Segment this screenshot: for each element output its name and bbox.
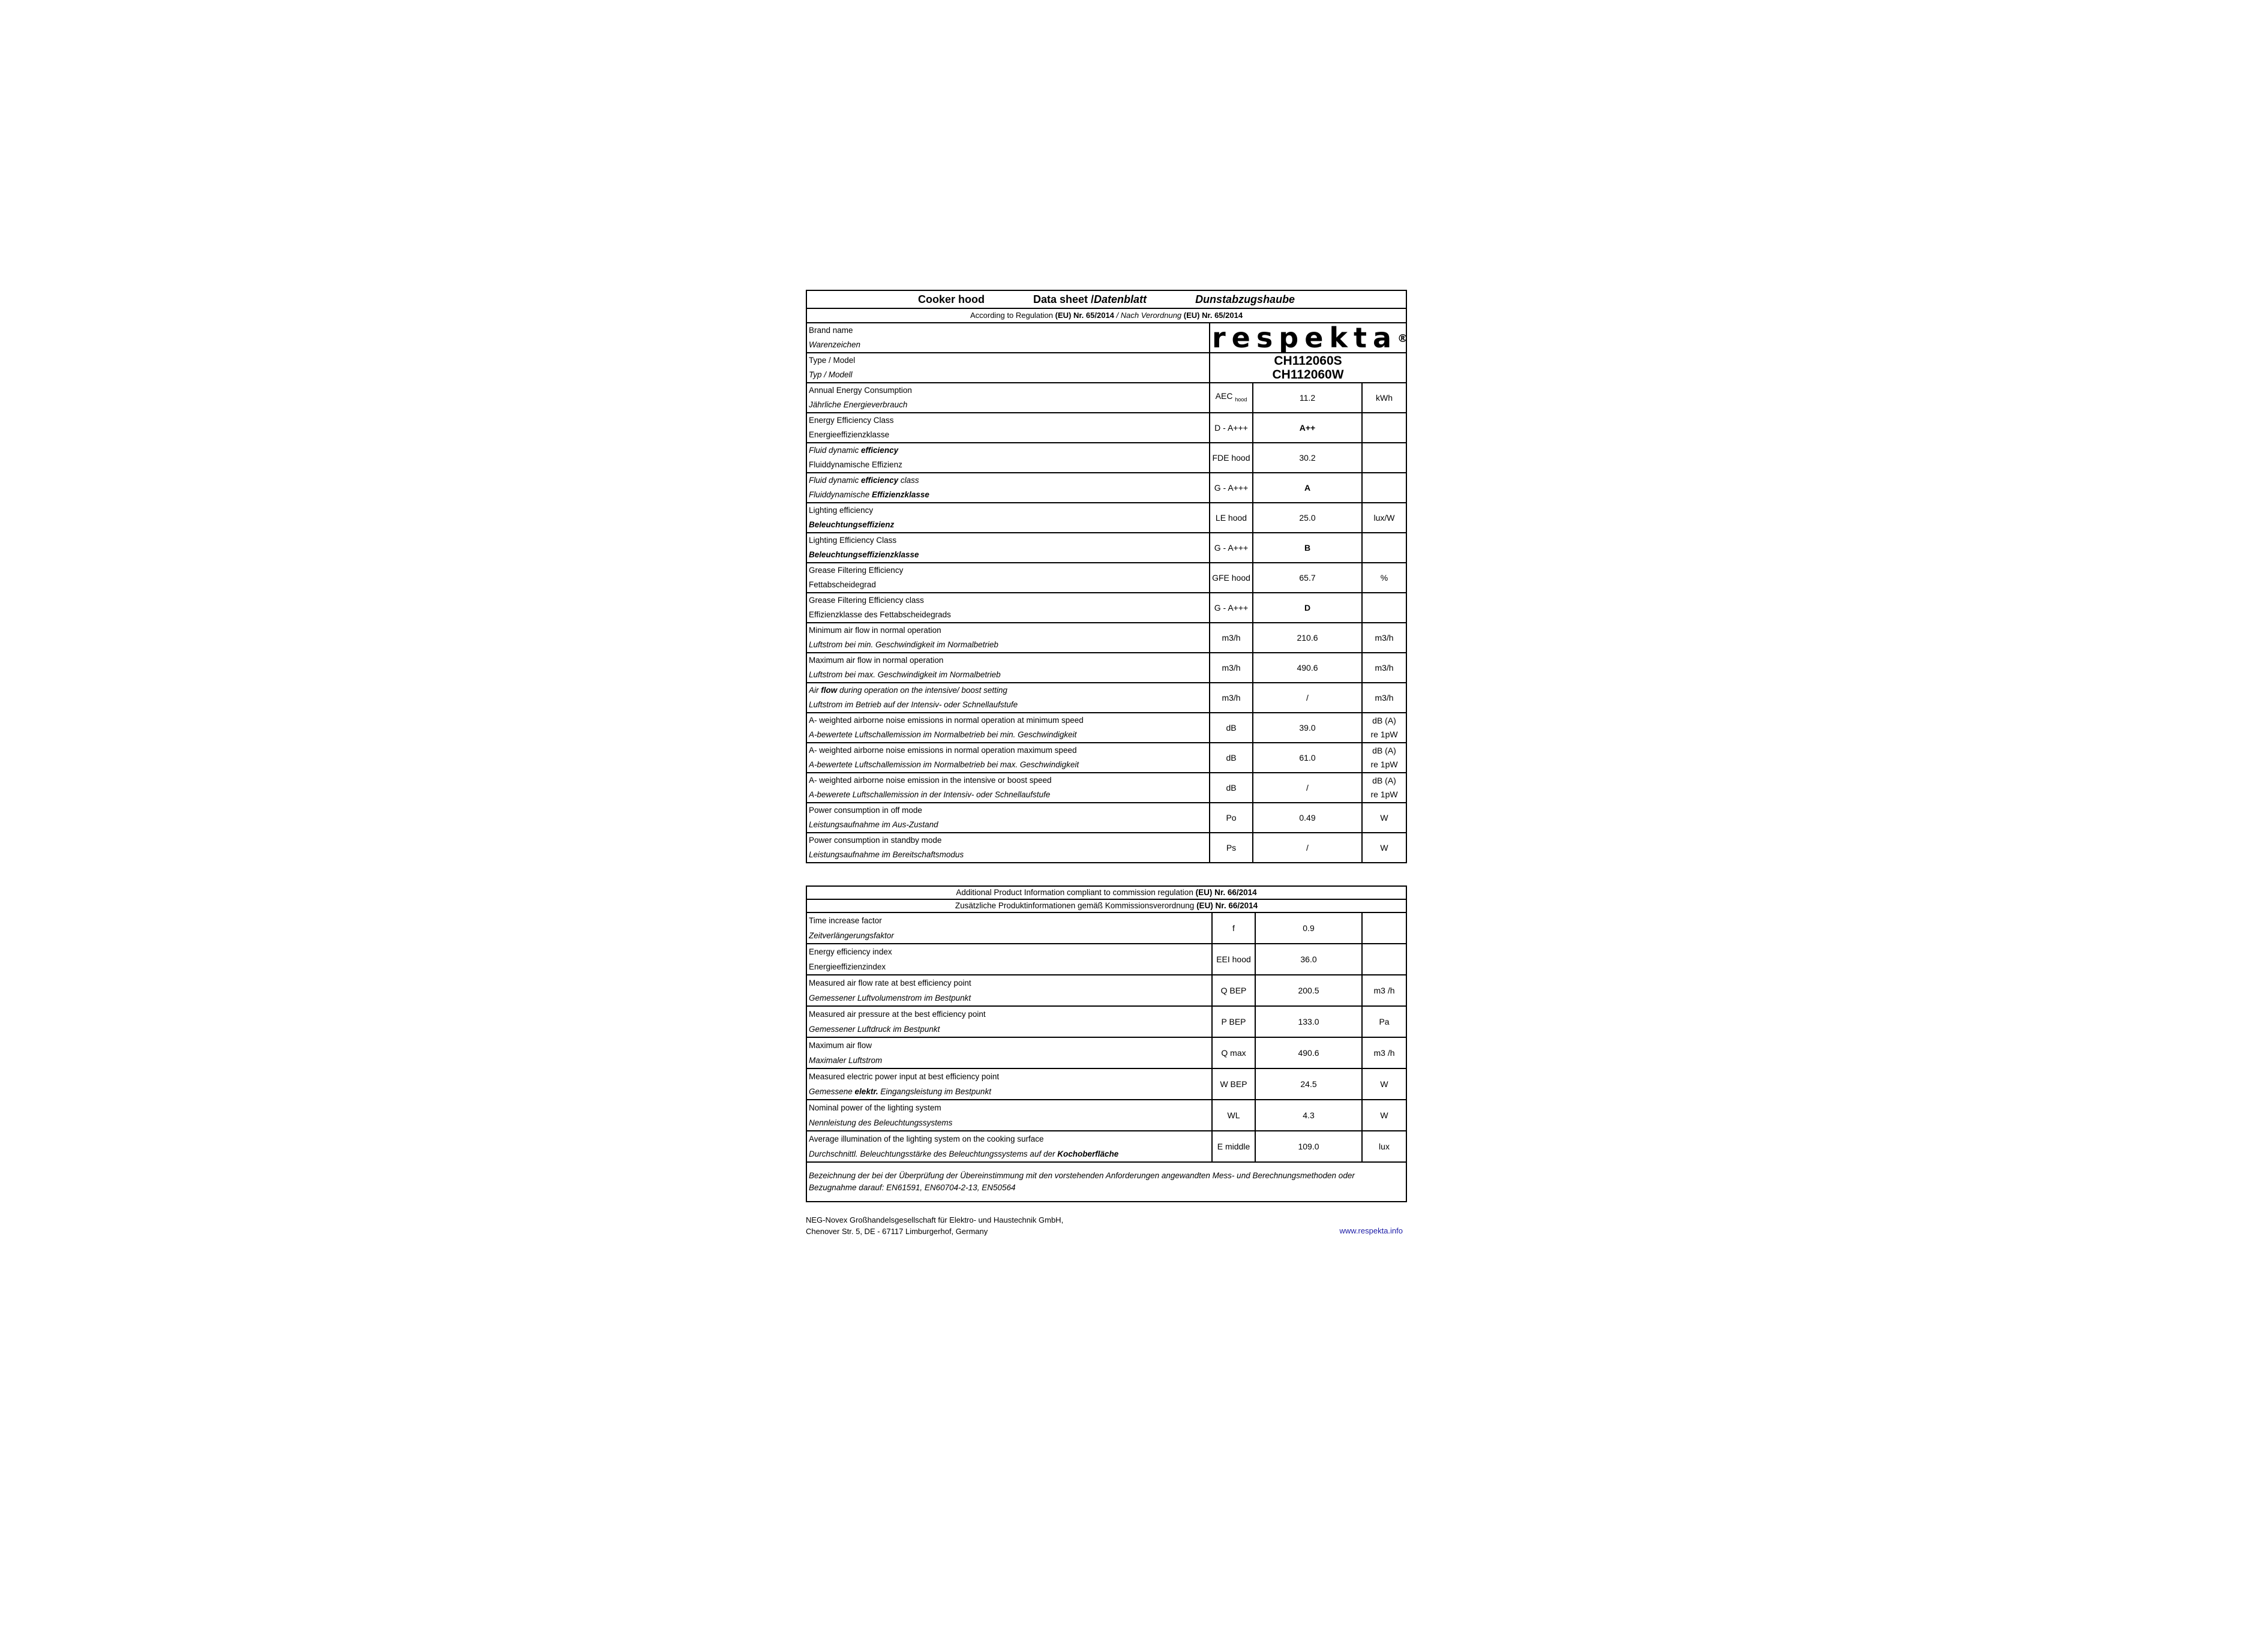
model-line1: CH112060S	[1274, 354, 1342, 368]
table-row	[806, 1068, 1406, 1100]
row-label-de: Leistungsaufnahme im Aus-Zustand	[809, 820, 938, 829]
row-label-de: Gemessener Luftvolumenstrom im Bestpunkt	[809, 993, 971, 1002]
row-label-de: Zeitverlängerungsfaktor	[809, 931, 894, 940]
row-label-de: Luftstrom bei max. Geschwindigkeit im Normalbetrieb	[809, 670, 1001, 679]
row-label-de-a: Fluiddynamische	[809, 490, 872, 499]
row-value: 0.9	[1255, 912, 1362, 944]
row-symbol: G - A+++	[1210, 473, 1253, 503]
title-de: Dunstabzugshaube	[1195, 293, 1295, 305]
row-symbol: W BEP	[1212, 1068, 1255, 1100]
row-unit: W	[1362, 1068, 1406, 1100]
row-value: A	[1253, 473, 1362, 503]
website-link[interactable]: www.respekta.info	[1339, 1226, 1403, 1235]
row-label-en-a: Fluid dynamic	[809, 476, 862, 485]
row-unit: W	[1362, 833, 1406, 863]
table-row	[806, 833, 1406, 863]
additional-info-table	[806, 885, 1407, 1202]
additional-header-de-text	[806, 899, 1406, 912]
row-value: 24.5	[1255, 1068, 1362, 1100]
row-label-en: A- weighted airborne noise emissions in normal operation at minimum speed	[809, 716, 1084, 725]
energy-data-table	[806, 290, 1407, 863]
row-label-en: Grease Filtering Efficiency class	[809, 596, 924, 605]
row-label-en-c: during operation on the intensive/ boost setting	[837, 686, 1007, 695]
regulation-row	[806, 308, 1406, 323]
row-symbol-sub: hood	[1235, 396, 1247, 403]
row-value: 200.5	[1255, 975, 1362, 1006]
row-label-en-b: efficiency	[861, 446, 899, 455]
row-label-de: Nennleistung des Beleuchtungssystems	[809, 1118, 953, 1127]
row-label-de: Luftstrom im Betrieb auf der Intensiv- oder Schnellaufstufe	[809, 700, 1018, 709]
title-sheet-de: Datenblatt	[1094, 293, 1147, 305]
row-label-en: Maximum air flow in normal operation	[809, 656, 944, 665]
row-value: /	[1253, 833, 1362, 863]
row-symbol: G - A+++	[1210, 533, 1253, 563]
brand-logo	[1210, 321, 1409, 354]
row-value: 109.0	[1255, 1131, 1362, 1162]
row-unit: lux/W	[1362, 503, 1406, 533]
brand-row	[806, 323, 1406, 353]
row-symbol: Ps	[1210, 833, 1253, 863]
registered-mark: ®	[1397, 332, 1409, 345]
brand-label	[806, 323, 1210, 353]
row-label-de: Maximaler Luftstrom	[809, 1056, 883, 1065]
row-value: 65.7	[1253, 563, 1362, 593]
additional-header-de-pre: Zusätzliche Produktinformationen gemäß Kommissionsverordnung	[955, 901, 1197, 910]
row-label-en	[809, 473, 1207, 488]
table-row	[806, 473, 1406, 503]
table-row	[806, 713, 1406, 743]
title-sheet-en: Data sheet /	[1033, 293, 1094, 305]
row-symbol: Po	[1210, 803, 1253, 833]
table-row	[806, 803, 1406, 833]
additional-header-de	[806, 899, 1406, 912]
row-label-de: A-bewerete Luftschallemission in der Intensiv- oder Schnellaufstufe	[809, 790, 1051, 799]
row-label-en: Grease Filtering Efficiency	[809, 566, 904, 575]
row-label-de: Energieeffizienzindex	[809, 962, 886, 971]
additional-header-en	[806, 886, 1406, 899]
table-row	[806, 773, 1406, 803]
table-row	[806, 944, 1406, 975]
table-row	[806, 1006, 1406, 1037]
table-row	[806, 533, 1406, 563]
regulation-number-de: (EU) Nr. 65/2014	[1183, 311, 1243, 320]
row-label-en: Average illumination of the lighting system on the cooking surface	[809, 1134, 1044, 1143]
table-row	[806, 653, 1406, 683]
measurement-note: Bezeichnung der bei der Überprüfung der Übereinstimmung mit den vorstehenden Anforderungen angewandten Mess- und Berechnungsmethoden oder Bezugnahme darauf: EN61591, EN60704-2-13, EN50564	[806, 1162, 1406, 1202]
row-unit-line2: re 1pW	[1370, 790, 1398, 799]
row-label-en-b: efficiency	[861, 476, 899, 485]
row-label-de: Leistungsaufnahme im Bereitschaftsmodus	[809, 850, 964, 859]
row-unit: m3/h	[1362, 683, 1406, 713]
model-row	[806, 353, 1406, 383]
additional-header-en-text	[806, 886, 1406, 899]
row-unit: m3 /h	[1362, 975, 1406, 1006]
row-symbol: FDE hood	[1210, 443, 1253, 473]
row-symbol: dB	[1210, 713, 1253, 743]
regulation-text	[806, 308, 1406, 323]
row-symbol-text: AEC	[1215, 391, 1233, 401]
row-label-en	[809, 683, 1207, 698]
row-value: 39.0	[1253, 713, 1362, 743]
row-symbol: GFE hood	[1210, 563, 1253, 593]
row-unit: Pa	[1362, 1006, 1406, 1037]
footer-address: Chenover Str. 5, DE - 67117 Limburgerhof, Germany	[806, 1227, 988, 1236]
row-symbol: D - A+++	[1210, 413, 1253, 443]
row-unit-line1: dB (A)	[1372, 776, 1396, 785]
row-unit	[1362, 743, 1406, 773]
row-value: A++	[1253, 413, 1362, 443]
row-label-en: Minimum air flow in normal operation	[809, 626, 941, 635]
model-label-en: Type / Model	[809, 356, 856, 365]
regulation-mid: / Nach Verordnung	[1114, 311, 1184, 320]
row-label-de-a: Durchschnittl. Beleuchtungsstärke des Beleuchtungssystems auf der	[809, 1149, 1058, 1158]
row-label-de-b: Effizienzklasse	[872, 490, 929, 499]
footer	[806, 1214, 1406, 1237]
table-row	[806, 623, 1406, 653]
row-value: D	[1253, 593, 1362, 623]
row-label-en: Annual Energy Consumption	[809, 386, 912, 395]
row-unit	[1362, 593, 1406, 623]
row-unit: m3 /h	[1362, 1037, 1406, 1068]
row-symbol: m3/h	[1210, 683, 1253, 713]
row-label-de: A-bewertete Luftschallemission im Normalbetrieb bei max. Geschwindigkeit	[809, 760, 1079, 769]
row-value: 490.6	[1255, 1037, 1362, 1068]
table-row	[806, 383, 1406, 413]
row-value: 61.0	[1253, 743, 1362, 773]
row-value: 133.0	[1255, 1006, 1362, 1037]
brand-label-en: Brand name	[809, 326, 853, 335]
table-row	[806, 912, 1406, 944]
row-symbol: m3/h	[1210, 623, 1253, 653]
row-unit: W	[1362, 1100, 1406, 1131]
row-unit	[1362, 713, 1406, 743]
row-value: B	[1253, 533, 1362, 563]
row-symbol: WL	[1212, 1100, 1255, 1131]
row-label-de-b: Kochoberfläche	[1057, 1149, 1119, 1158]
row-symbol	[1210, 383, 1253, 413]
row-label-de: A-bewertete Luftschallemission im Normalbetrieb bei min. Geschwindigkeit	[809, 730, 1077, 739]
row-unit: W	[1362, 803, 1406, 833]
title-row	[806, 290, 1406, 308]
row-symbol: dB	[1210, 773, 1253, 803]
row-label-de: Effizienzklasse des Fettabscheidegrads	[809, 610, 951, 619]
row-symbol: EEI hood	[1212, 944, 1255, 975]
row-value: 210.6	[1253, 623, 1362, 653]
row-label-en: Power consumption in off mode	[809, 806, 922, 815]
row-unit-line1: dB (A)	[1372, 716, 1396, 725]
row-label-de: Gemessener Luftdruck im Bestpunkt	[809, 1025, 940, 1034]
row-value: 11.2	[1253, 383, 1362, 413]
row-label-en: Measured air flow rate at best efficiency point	[809, 978, 971, 987]
row-label-de	[809, 1084, 1210, 1099]
row-value: 490.6	[1253, 653, 1362, 683]
row-value: 36.0	[1255, 944, 1362, 975]
row-label-de: Energieeffizienzklasse	[809, 430, 890, 439]
row-symbol: m3/h	[1210, 653, 1253, 683]
model-label	[806, 353, 1210, 383]
row-symbol: Q BEP	[1212, 975, 1255, 1006]
row-label-en: Energy efficiency index	[809, 947, 892, 956]
row-label-de	[809, 488, 1207, 502]
row-label-de: Luftstrom bei min. Geschwindigkeit im Normalbetrieb	[809, 640, 998, 649]
table-row	[806, 443, 1406, 473]
row-unit-line2: re 1pW	[1370, 730, 1398, 739]
table-row	[806, 1037, 1406, 1068]
additional-header-de-reg: (EU) Nr. 66/2014	[1196, 901, 1258, 910]
table-row	[806, 563, 1406, 593]
row-symbol: dB	[1210, 743, 1253, 773]
row-symbol: E middle	[1212, 1131, 1255, 1162]
title-sheet	[1033, 291, 1147, 308]
additional-header-en-reg: (EU) Nr. 66/2014	[1195, 888, 1257, 897]
row-label-en	[809, 443, 1207, 458]
table-row	[806, 743, 1406, 773]
row-unit-line1: dB (A)	[1372, 746, 1396, 755]
brand-label-de: Warenzeichen	[809, 340, 861, 349]
sheet-title	[806, 290, 1406, 308]
row-label-en: Nominal power of the lighting system	[809, 1103, 941, 1112]
row-unit: m3/h	[1362, 653, 1406, 683]
row-value: /	[1253, 683, 1362, 713]
title-en: Cooker hood	[917, 293, 985, 305]
table-row	[806, 1100, 1406, 1131]
row-unit-line2: re 1pW	[1370, 760, 1398, 769]
row-label-en: Lighting Efficiency Class	[809, 536, 897, 545]
row-unit: m3/h	[1362, 623, 1406, 653]
row-label-en: Maximum air flow	[809, 1041, 872, 1050]
row-label-en: Measured air pressure at the best efficiency point	[809, 1010, 986, 1019]
row-label-de	[809, 1146, 1210, 1161]
row-unit	[1362, 944, 1406, 975]
model-values	[1210, 353, 1406, 383]
row-label-en-b: flow	[821, 686, 838, 695]
row-label-en: A- weighted airborne noise emission in the intensive or boost speed	[809, 776, 1052, 785]
additional-header-en-pre: Additional Product Information compliant to commission regulation	[956, 888, 1196, 897]
row-label-de: Beleuchtungseffizienz	[809, 520, 895, 529]
regulation-prefix: According to Regulation	[970, 311, 1055, 320]
row-symbol: Q max	[1212, 1037, 1255, 1068]
row-symbol: LE hood	[1210, 503, 1253, 533]
table-row	[806, 975, 1406, 1006]
row-label-en: Measured electric power input at best efficiency point	[809, 1072, 1000, 1081]
table-row	[806, 503, 1406, 533]
row-label-en: Energy Efficiency Class	[809, 416, 894, 425]
regulation-number: (EU) Nr. 65/2014	[1055, 311, 1114, 320]
row-unit	[1362, 912, 1406, 944]
row-symbol: f	[1212, 912, 1255, 944]
data-sheet	[806, 290, 1409, 1237]
row-unit	[1362, 473, 1406, 503]
row-label-de: Jährliche Energieverbrauch	[809, 400, 908, 409]
row-label-en-c: class	[898, 476, 919, 485]
row-symbol: P BEP	[1212, 1006, 1255, 1037]
row-unit	[1362, 533, 1406, 563]
row-value: 25.0	[1253, 503, 1362, 533]
row-unit: kWh	[1362, 383, 1406, 413]
row-value: 0.49	[1253, 803, 1362, 833]
footer-company: NEG-Novex Großhandelsgesellschaft für Elektro- und Haustechnik GmbH,	[806, 1215, 1064, 1224]
row-label-de: Beleuchtungseffizienzklasse	[809, 550, 919, 559]
row-label-de-b: elektr.	[854, 1087, 878, 1096]
row-symbol: G - A+++	[1210, 593, 1253, 623]
row-label-en: Lighting efficiency	[809, 506, 874, 515]
row-label-de-c: Eingangsleistung im Bestpunkt	[878, 1087, 991, 1096]
row-unit	[1362, 773, 1406, 803]
row-unit	[1362, 413, 1406, 443]
row-value: 4.3	[1255, 1100, 1362, 1131]
table-row	[806, 1131, 1406, 1162]
row-unit: lux	[1362, 1131, 1406, 1162]
note-row	[806, 1162, 1406, 1202]
row-unit: %	[1362, 563, 1406, 593]
table-row	[806, 593, 1406, 623]
row-value: /	[1253, 773, 1362, 803]
row-label-de-a: Gemessene	[809, 1087, 855, 1096]
table-row	[806, 683, 1406, 713]
row-label-de: Fluiddynamische Effizienz	[809, 460, 902, 469]
table-row	[806, 413, 1406, 443]
row-label-en: Time increase factor	[809, 916, 882, 925]
row-label-de: Fettabscheidegrad	[809, 580, 876, 589]
brand-logo-text: respekta	[1212, 321, 1398, 354]
row-label-en: Power consumption in standby mode	[809, 836, 942, 845]
row-label-en: A- weighted airborne noise emissions in normal operation maximum speed	[809, 746, 1077, 755]
row-label-en-a: Fluid dynamic	[809, 446, 862, 455]
model-label-de: Typ / Modell	[809, 370, 853, 379]
row-unit	[1362, 443, 1406, 473]
row-label-en-a: Air	[809, 686, 821, 695]
model-line2: CH112060W	[1272, 368, 1344, 382]
row-value: 30.2	[1253, 443, 1362, 473]
